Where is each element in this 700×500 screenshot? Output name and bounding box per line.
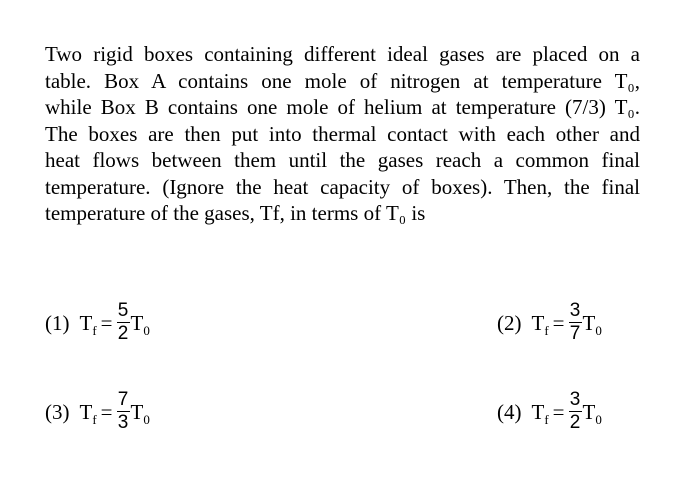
initial-temperature-symbol — [131, 311, 150, 336]
option-1[interactable] — [45, 293, 150, 353]
fraction-denominator: 3 — [117, 411, 129, 433]
variable: T — [130, 310, 144, 335]
question-line: heat flows between them until the gases reach a common final — [45, 148, 640, 172]
fraction-denominator: 2 — [117, 322, 129, 344]
final-temperature-symbol — [80, 311, 97, 336]
option-4[interactable] — [497, 382, 602, 442]
variable-subscript: 0 — [595, 411, 602, 427]
variable-subscript: f — [92, 322, 97, 338]
option-number: (3) — [45, 399, 70, 424]
variable: T — [582, 310, 596, 335]
fraction — [569, 301, 582, 344]
initial-temperature-symbol — [583, 311, 602, 336]
option-number: (1) — [45, 310, 70, 335]
variable: T — [531, 310, 545, 335]
variable-subscript: f — [92, 411, 97, 427]
fraction-numerator: 5 — [117, 299, 129, 321]
equals-sign: = — [552, 399, 565, 424]
variable-subscript: 0 — [143, 322, 150, 338]
variable: T — [79, 310, 93, 335]
question-line: temperature of the gases, Tf, in terms of T₀ is — [45, 201, 426, 225]
variable-subscript: f — [544, 411, 549, 427]
question-line: table. Box A contains one mole of nitrogen at temperature T₀, — [45, 68, 640, 93]
initial-temperature-symbol — [583, 400, 602, 425]
question-line: Two rigid boxes containing different ideal gases are placed on a — [45, 42, 640, 66]
equals-sign: = — [100, 399, 113, 424]
variable: T — [130, 399, 144, 424]
variable-subscript: f — [544, 322, 549, 338]
variable: T — [79, 399, 93, 424]
fraction-numerator: 3 — [569, 388, 581, 410]
fraction-numerator: 7 — [117, 388, 129, 410]
initial-temperature-symbol — [131, 400, 150, 425]
equals-sign: = — [100, 310, 113, 335]
fraction — [117, 301, 130, 344]
option-3[interactable] — [45, 382, 150, 442]
fraction — [117, 390, 130, 433]
final-temperature-symbol — [80, 400, 97, 425]
variable: T — [531, 399, 545, 424]
variable-subscript: 0 — [143, 411, 150, 427]
option-2[interactable] — [497, 293, 602, 353]
question-text — [45, 41, 640, 227]
variable: T — [582, 399, 596, 424]
fraction-denominator: 7 — [569, 322, 581, 344]
question-line: The boxes are then put into thermal contact with each other and — [45, 121, 640, 146]
fraction — [569, 390, 582, 433]
fraction-denominator: 2 — [569, 411, 581, 433]
final-temperature-symbol — [532, 400, 549, 425]
variable-subscript: 0 — [595, 322, 602, 338]
question-line: temperature. (Ignore the heat capacity of boxes). Then, the final — [45, 174, 640, 199]
final-temperature-symbol — [532, 311, 549, 336]
question-line: while Box B contains one mole of helium at temperature (7/3) T₀. — [45, 95, 640, 119]
fraction-numerator: 3 — [569, 299, 581, 321]
option-number: (2) — [497, 310, 522, 335]
equals-sign: = — [552, 310, 565, 335]
option-number: (4) — [497, 399, 522, 424]
